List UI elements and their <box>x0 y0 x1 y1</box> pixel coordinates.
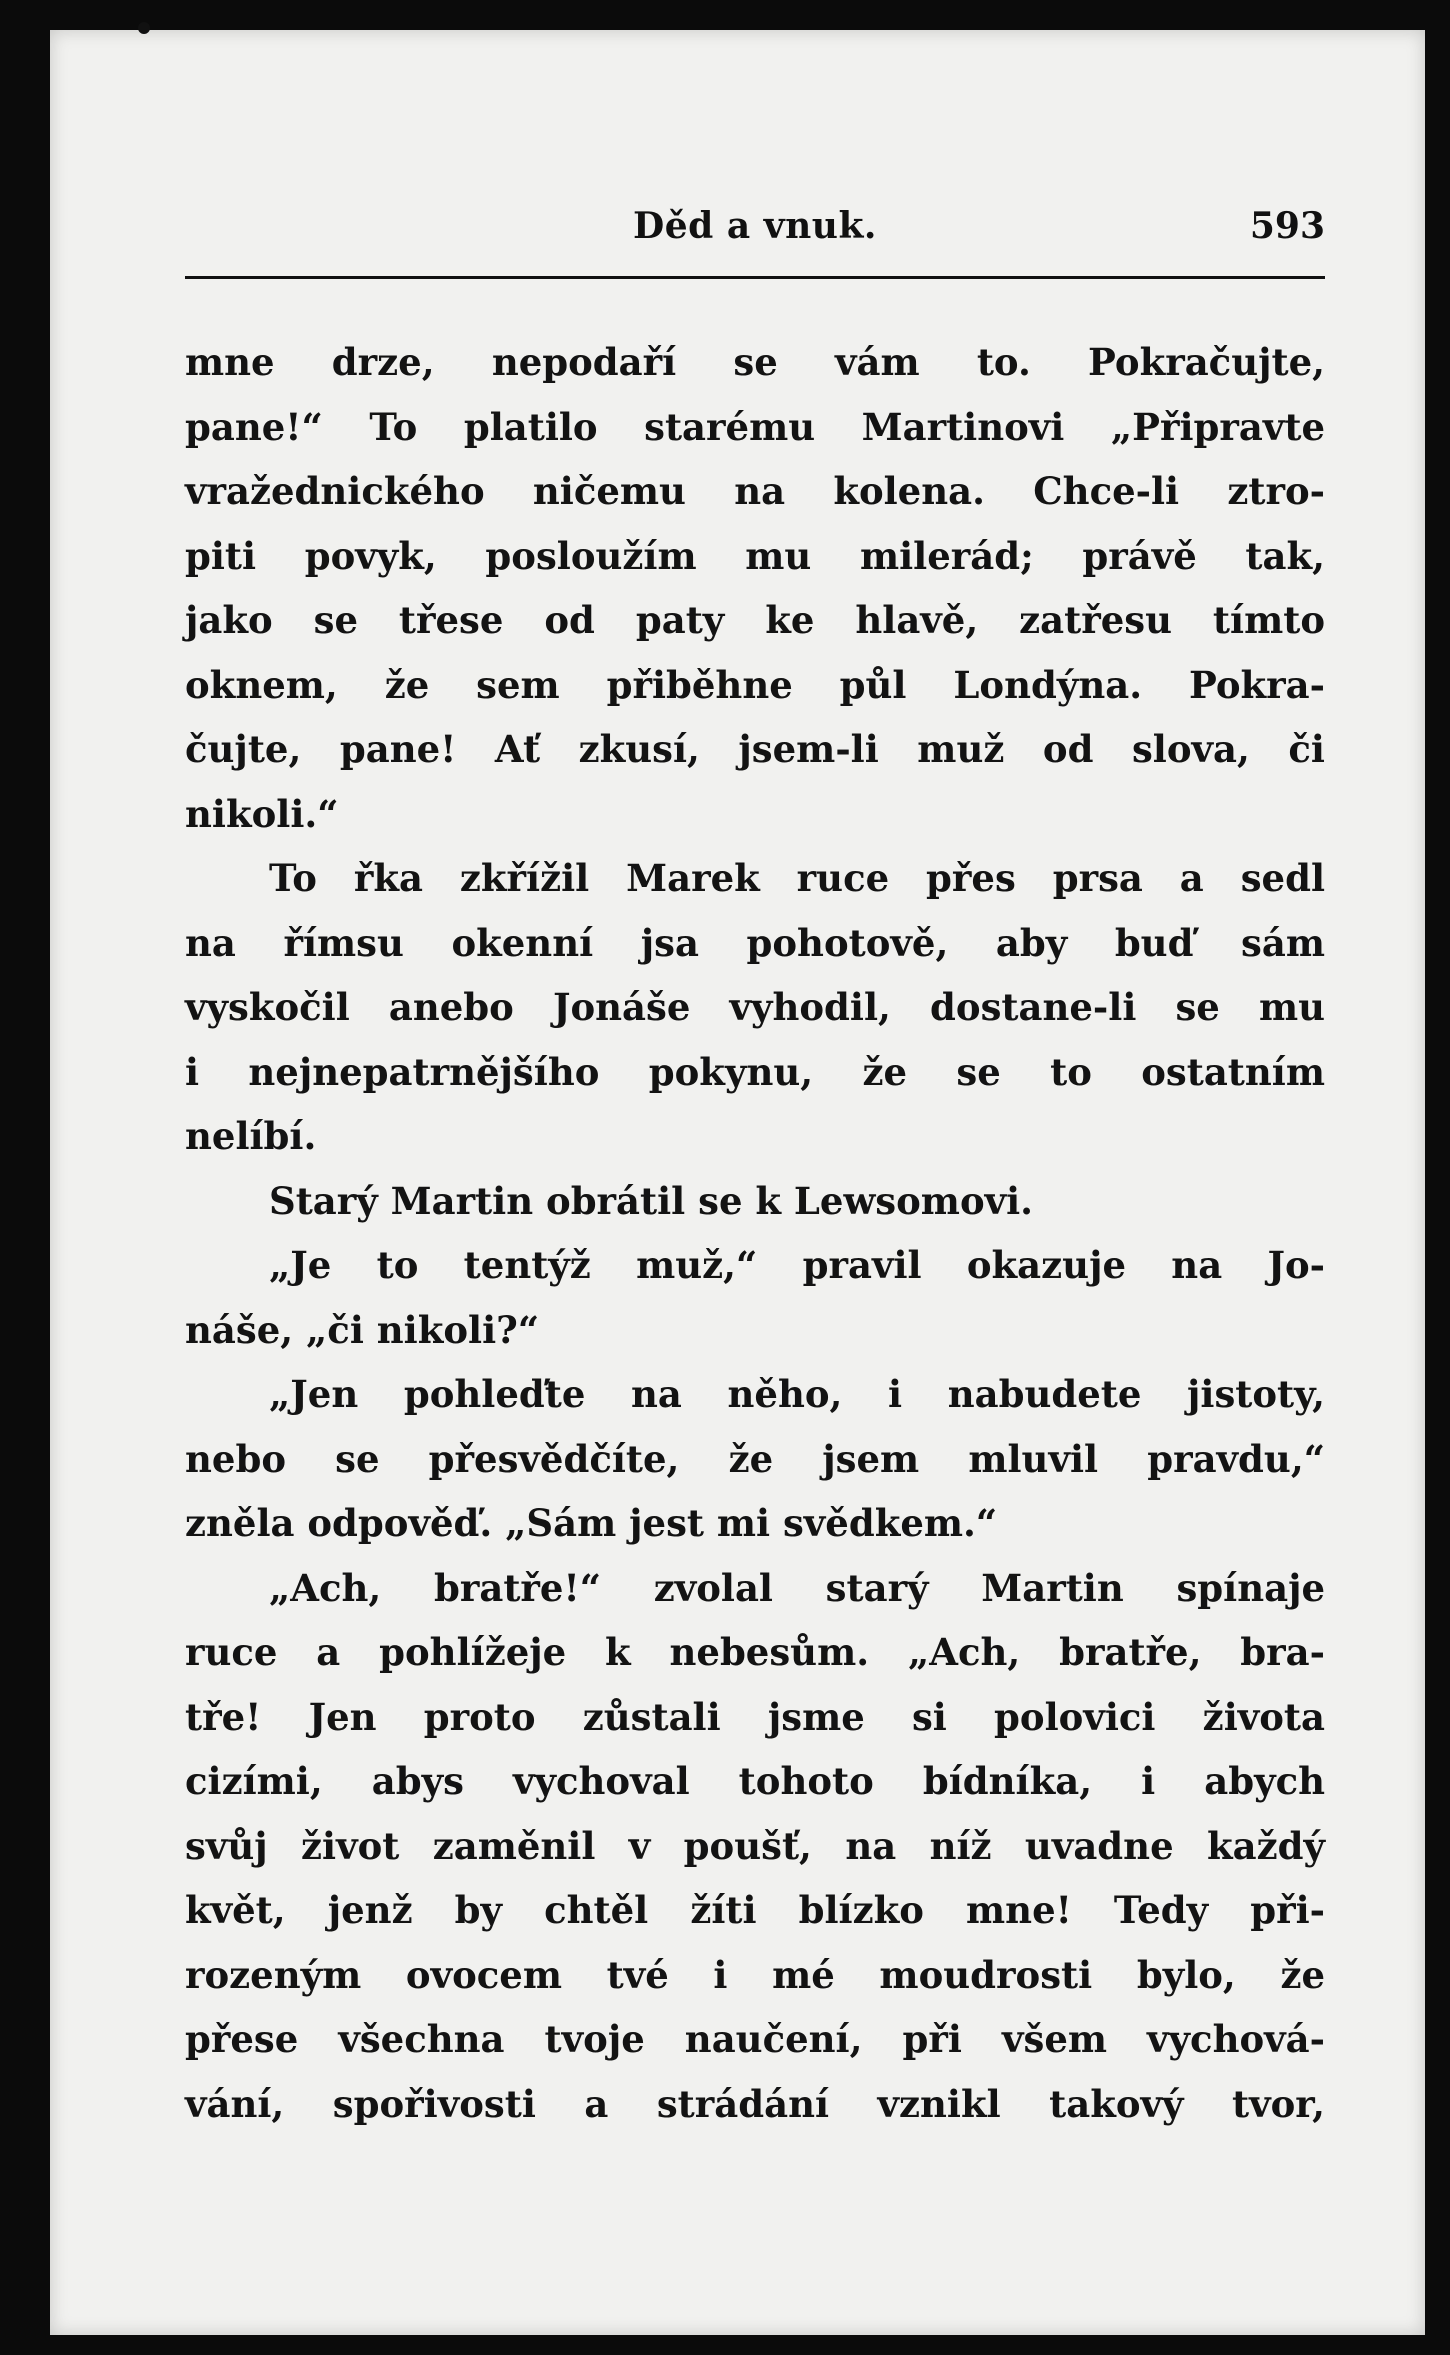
text-line: oknem, že sem přiběhne půl Londýna. Pokra- <box>185 662 1325 707</box>
text-line: Starý Martin obrátil se k Lewsomovi. <box>269 1178 1034 1223</box>
text-line: ruce a pohlížeje k nebesům. „Ach, bratře, bra- <box>185 1630 1325 1674</box>
page-number: 593 <box>1249 205 1325 247</box>
text-line: piti povyk, posloužím mu milerád; právě tak, <box>185 533 1325 578</box>
text-line: vání, spořivosti a strádání vznikl takový tvor, <box>185 2081 1325 2126</box>
text-line: pane!“ To platilo starému Martinovi „Připravte <box>185 404 1325 449</box>
text-line: mne drze, nepodaří se vám to. Pokračujte, <box>185 340 1325 384</box>
text-line: „Jen pohleďte na něho, i nabudete jistoty, <box>269 1372 1325 1416</box>
scan-speck <box>138 22 150 34</box>
text-line: „Je to tentýž muž,“ pravil okazuje na Jo- <box>269 1243 1325 1287</box>
text-line: cizími, abys vychoval tohoto bídníka, i abych <box>185 1759 1325 1803</box>
text-line: vyskočil anebo Jonáše vyhodil, dostane-li se mu <box>185 985 1325 1029</box>
text-line: na římsu okenní jsa pohotově, aby buď sám <box>185 920 1325 965</box>
book-page <box>50 30 1425 2335</box>
running-title: Děd a vnuk. <box>633 205 877 247</box>
text-line: To řka zkřížil Marek ruce přes prsa a sedl <box>269 856 1325 900</box>
text-line: zněla odpověď. „Sám jest mi svědkem.“ <box>185 1501 998 1545</box>
text-line: i nejnepatrnějšího pokynu, že se to ostatním <box>185 1049 1325 1094</box>
text-line: nikoli.“ <box>185 791 339 836</box>
header-rule <box>185 276 1325 279</box>
text-line: „Ach, bratře!“ zvolal starý Martin spínaje <box>269 1565 1325 1610</box>
text-line: svůj život zaměnil v poušť, na níž uvadne každý <box>185 1823 1325 1868</box>
text-line: čujte, pane! Ať zkusí, jsem-li muž od slova, či <box>185 727 1325 771</box>
body-text <box>185 330 1325 2136</box>
text-line: nebo se přesvědčíte, že jsem mluvil pravdu,“ <box>185 1436 1325 1481</box>
text-line: nelíbí. <box>185 1114 317 1158</box>
text-line: květ, jenž by chtěl žíti blízko mne! Tedy při- <box>185 1888 1325 1932</box>
text-line: vražednického ničemu na kolena. Chce-li ztro- <box>185 469 1325 513</box>
text-line: rozeným ovocem tvé i mé moudrosti bylo, že <box>185 1952 1325 1997</box>
text-line: přese všechna tvoje naučení, při všem vychová- <box>185 2017 1325 2061</box>
text-line: tře! Jen proto zůstali jsme si polovici života <box>185 1694 1325 1739</box>
text-line: náše, „či nikoli?“ <box>185 1307 540 1352</box>
text-line: jako se třese od paty ke hlavě, zatřesu tímto <box>185 598 1325 642</box>
page-header <box>185 185 1325 255</box>
